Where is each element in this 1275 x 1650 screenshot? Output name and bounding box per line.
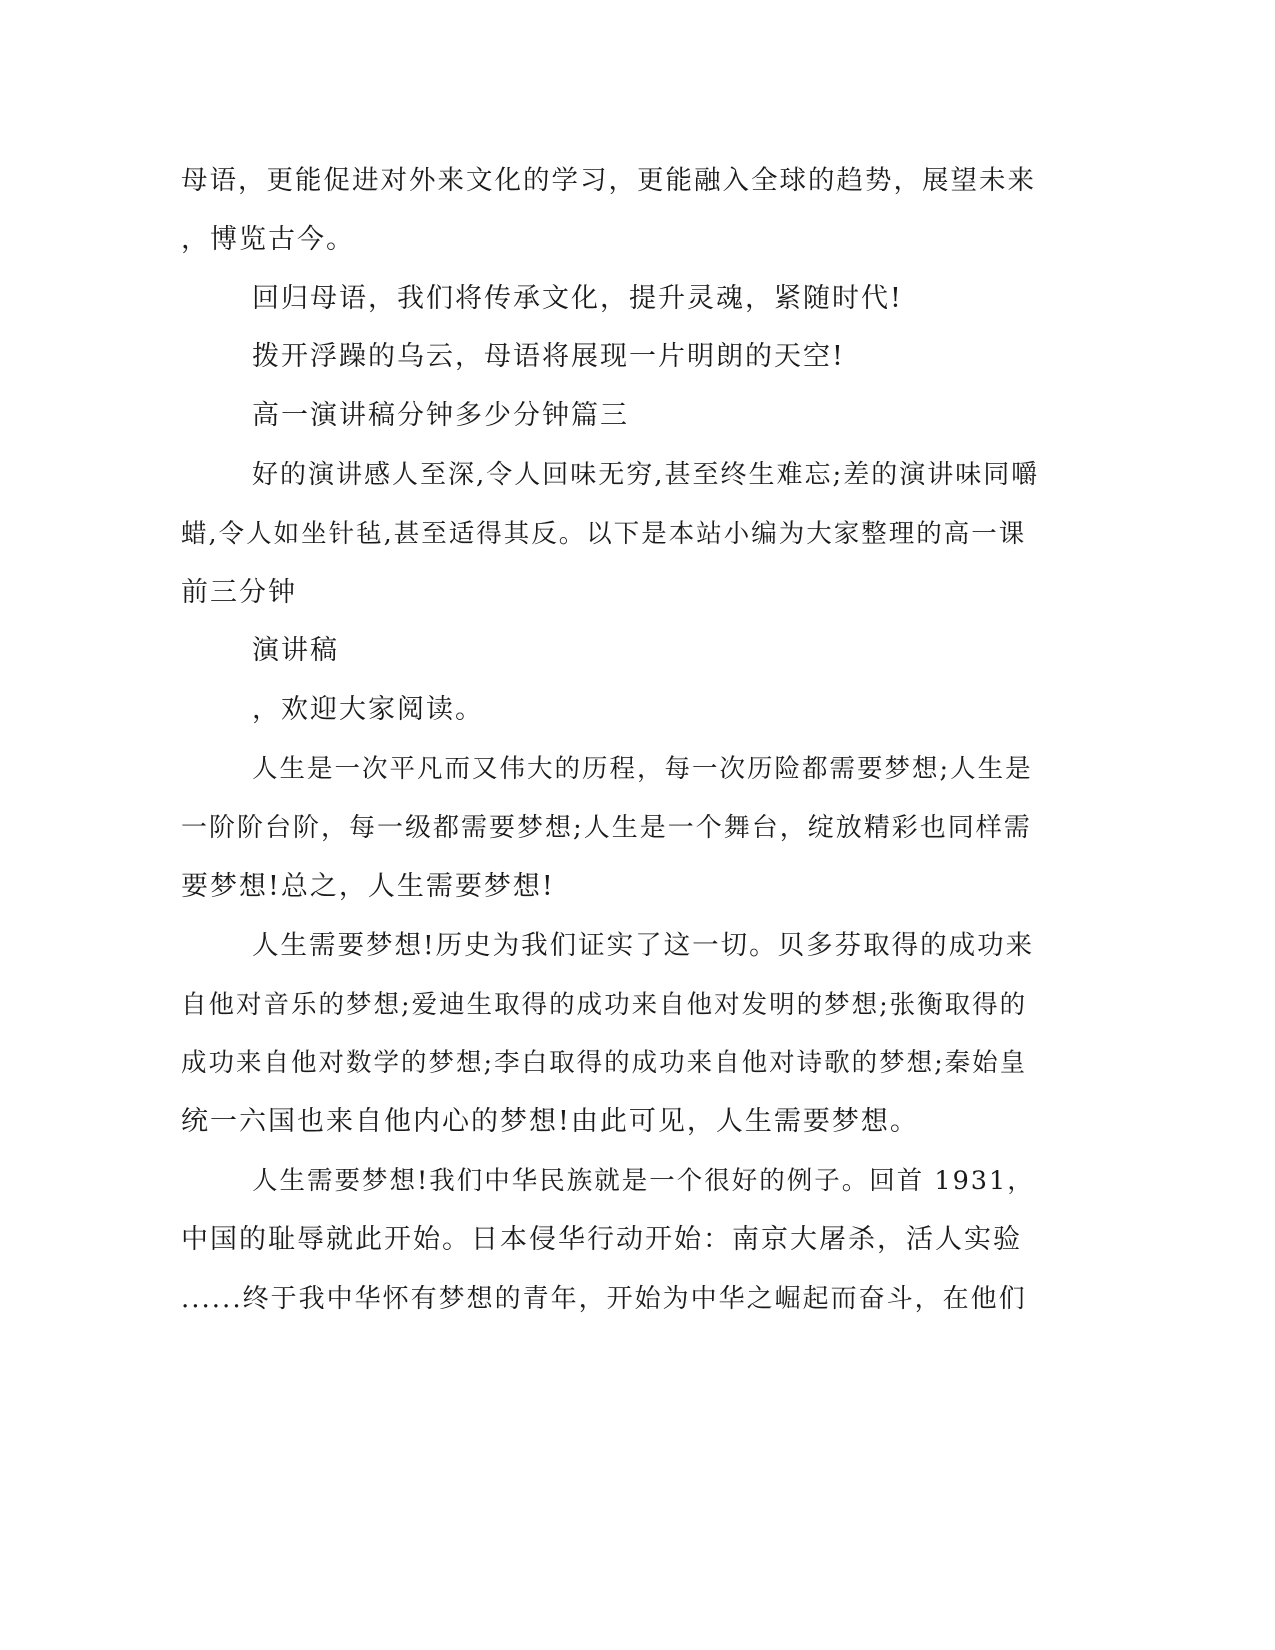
text-line: 统一六国也来自他内心的梦想!由此可见，人生需要梦想。: [181, 1106, 919, 1137]
text-line: ，博览古今。: [181, 224, 355, 255]
text-line: 要梦想!总之，人生需要梦想!: [181, 871, 555, 902]
text-line: 人生需要梦想!历史为我们证实了这一切。贝多芬取得的成功来: [252, 930, 1035, 961]
text-line: 人生是一次平凡而又伟大的历程，每一次历险都需要梦想;人生是: [252, 754, 1033, 784]
text-line: ，欢迎大家阅读。: [252, 694, 484, 725]
text-line: 蜡,令人如坐针毡,甚至适得其反。以下是本站小编为大家整理的高一课: [181, 519, 1027, 549]
text-line: 演讲稿: [252, 635, 339, 666]
text-line: 中国的耻辱就此开始。日本侵华行动开始：南京大屠杀，活人实验: [181, 1224, 1022, 1255]
text-line: ......终于我中华怀有梦想的青年，开始为中华之崛起而奋斗，在他们: [181, 1284, 1027, 1314]
text-line: 一阶阶台阶，每一级都需要梦想;人生是一个舞台，绽放精彩也同样需: [181, 813, 1032, 843]
text-line: 自他对音乐的梦想;爱迪生取得的成功来自他对发明的梦想;张衡取得的: [181, 990, 1028, 1020]
text-line: 母语，更能促进对外来文化的学习，更能融入全球的趋势，展望未来: [181, 165, 1036, 196]
section-heading: 高一演讲稿分钟多少分钟篇三: [252, 400, 629, 431]
text-line: 拨开浮躁的乌云，母语将展现一片明朗的天空!: [252, 341, 845, 372]
text-line: 前三分钟: [181, 577, 297, 608]
text-line: 成功来自他对数学的梦想;李白取得的成功来自他对诗歌的梦想;秦始皇: [181, 1048, 1028, 1078]
text-line: 回归母语，我们将传承文化，提升灵魂，紧随时代!: [252, 283, 903, 314]
text-line: 人生需要梦想!我们中华民族就是一个很好的例子。回首 1931，: [252, 1166, 1035, 1196]
text-line: 好的演讲感人至深,令人回味无穷,甚至终生难忘;差的演讲味同嚼: [252, 460, 1040, 490]
